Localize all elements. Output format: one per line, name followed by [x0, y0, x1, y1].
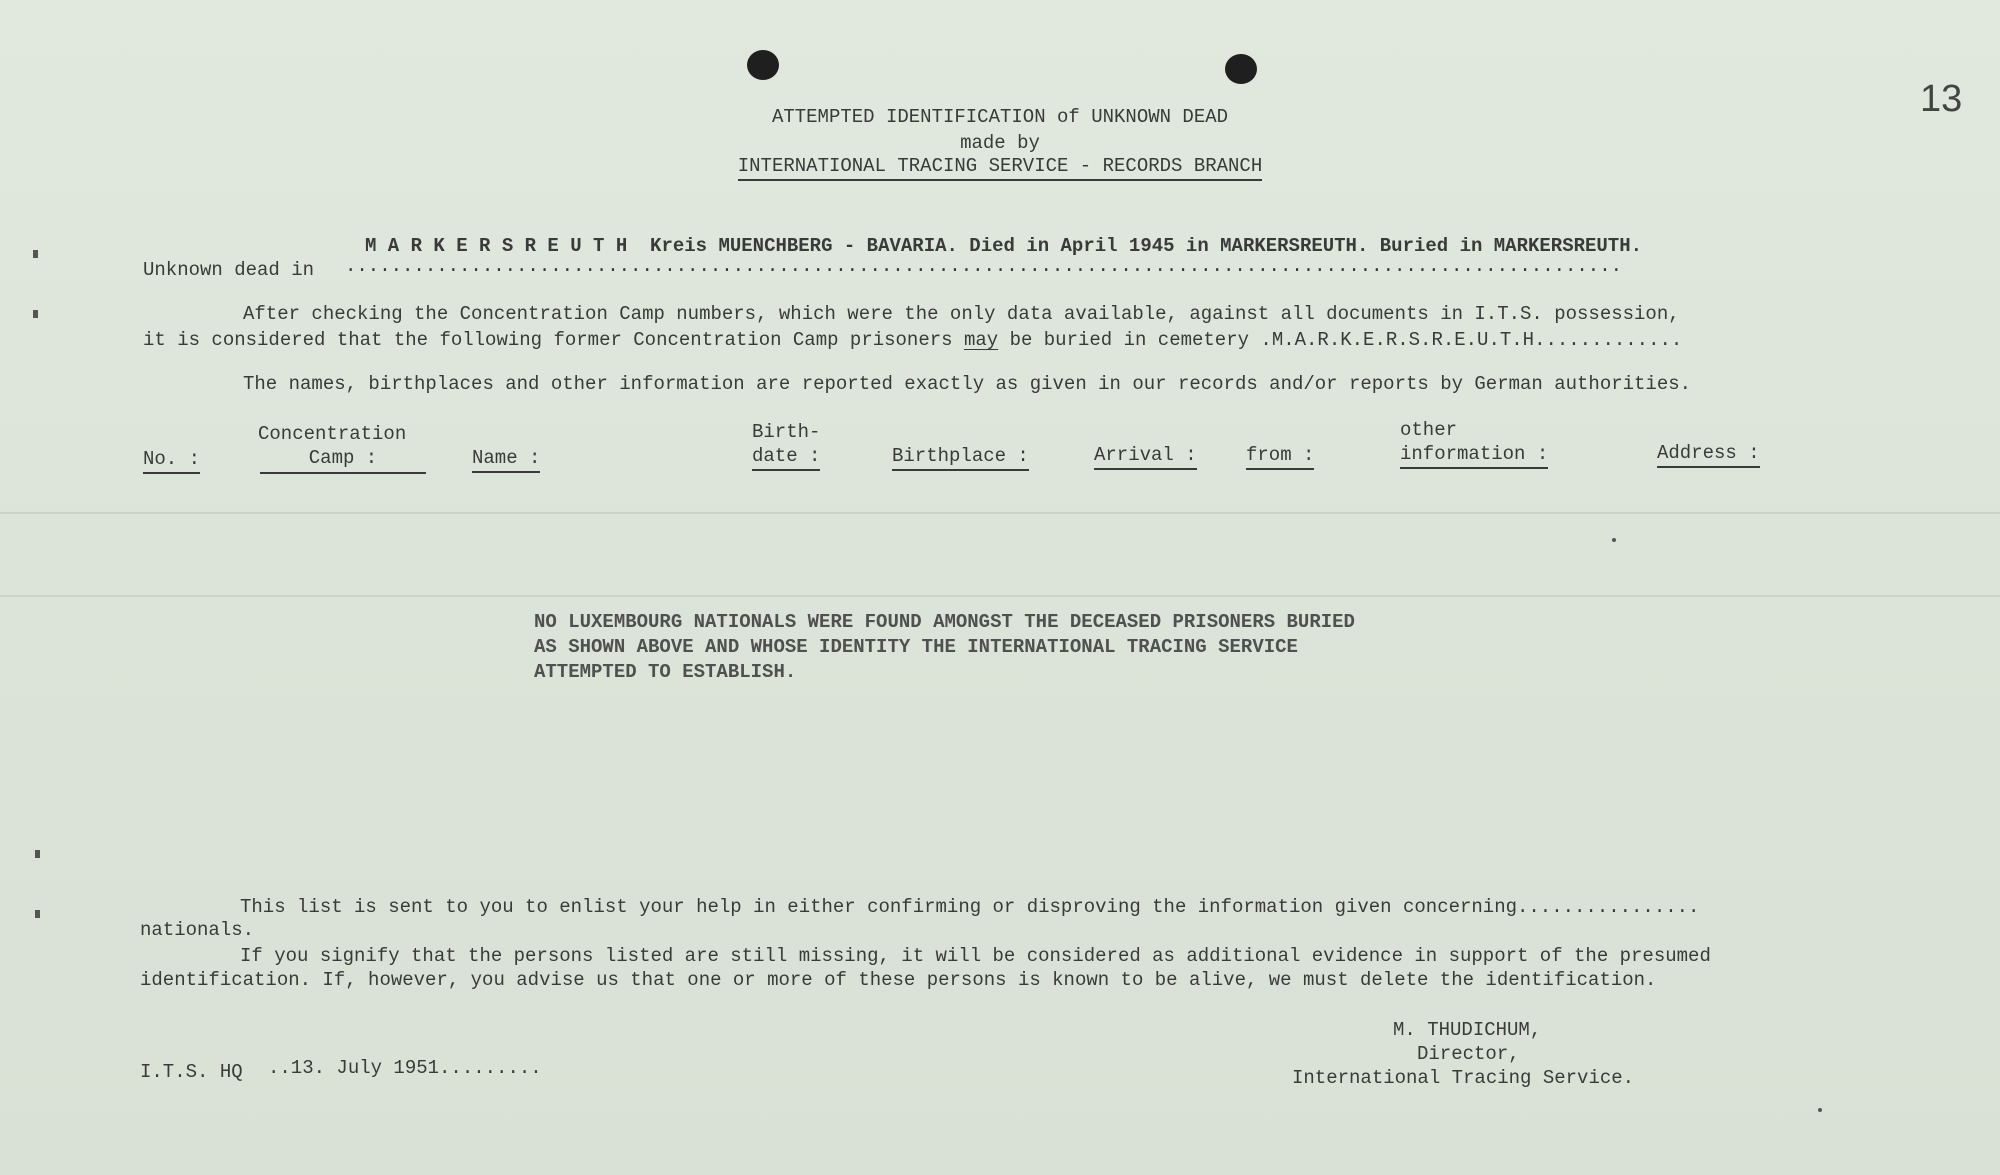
page-number: 13 [1920, 78, 1963, 120]
col-arrival [1094, 443, 1197, 467]
notice-line3: ATTEMPTED TO ESTABLISH. [534, 661, 797, 683]
paragraph1-line2-pre: it is considered that the following former Concentration Camp prisoners [143, 329, 953, 351]
col-birthplace [892, 444, 1029, 468]
col-other-label: information : [1400, 443, 1548, 469]
margin-mark [35, 910, 40, 918]
header-org: INTERNATIONAL TRACING SERVICE - RECORDS BRANCH [738, 155, 1263, 181]
col-no-label: No. : [143, 448, 200, 474]
header-title: ATTEMPTED IDENTIFICATION of UNKNOWN DEAD [771, 106, 1229, 128]
closing-line3: If you signify that the persons listed are still missing, it will be considered as additional evidence in support of the presumed [240, 945, 1711, 967]
col-no [143, 447, 200, 471]
margin-mark [33, 310, 38, 318]
col-other-top: other [1400, 419, 1458, 441]
col-address-label: Address : [1657, 442, 1760, 468]
margin-mark [35, 850, 40, 858]
col-arrival-label: Arrival : [1094, 444, 1197, 470]
col-camp [260, 446, 426, 474]
footer-hq-label: I.T.S. HQ [140, 1061, 243, 1083]
unknown-dead-label: Unknown dead in [143, 259, 315, 281]
col-name-label: Name : [472, 447, 540, 473]
signature-org: International Tracing Service. [1292, 1067, 1635, 1089]
col-address [1657, 441, 1760, 465]
col-from [1246, 443, 1314, 467]
unknown-dead-location: M A R K E R S R E U T H Kreis MUENCHBERG - BAVARIA. Died in April 1945 in MARKERSREUTH. Buried in MARKERSREUTH. [365, 235, 1643, 257]
fold-line [0, 595, 2000, 597]
col-birthdate [752, 444, 820, 468]
punch-hole [747, 50, 779, 80]
fold-line [0, 512, 2000, 514]
footer-date: ..13. July 1951......... [268, 1057, 542, 1079]
paragraph2: The names, birthplaces and other information are reported exactly as given in our records and/or reports by German authorities. [243, 373, 1692, 395]
col-birthdate-top: Birth- [752, 421, 821, 443]
closing-line4: identification. If, however, you advise us that one or more of these persons is known to be alive, we must delete the identification. [140, 969, 1657, 991]
unknown-dead-dots: ................................................................................................................ [345, 255, 1623, 277]
closing-line2: nationals. [140, 919, 255, 941]
speck [1818, 1108, 1822, 1112]
margin-mark [33, 250, 38, 258]
notice-line1: NO LUXEMBOURG NATIONALS WERE FOUND AMONGST THE DECEASED PRISONERS BURIED [534, 611, 1355, 633]
col-name [472, 446, 540, 470]
paragraph1-line2-post: be buried in cemetery .M.A.R.K.E.R.S.R.E.U.T.H............. [1009, 329, 1683, 351]
col-camp-label: Camp : [260, 446, 426, 474]
header-subtitle: made by [960, 132, 1040, 154]
closing-line1: This list is sent to you to enlist your help in either confirming or disproving the information given concerning................ [240, 896, 1700, 918]
col-from-label: from : [1246, 444, 1314, 470]
speck [1612, 538, 1616, 542]
col-birthdate-label: date : [752, 445, 820, 471]
col-other [1400, 442, 1548, 466]
notice-line2: AS SHOWN ABOVE AND WHOSE IDENTITY THE INTERNATIONAL TRACING SERVICE [534, 636, 1298, 658]
paragraph1-line2 [143, 328, 1682, 352]
punch-hole [1225, 54, 1257, 84]
col-camp-top: Concentration [258, 423, 407, 445]
header-org-wrapper [0, 155, 2000, 177]
signature-title: Director, [1417, 1043, 1520, 1065]
paragraph1-line1: After checking the Concentration Camp numbers, which were the only data available, against all documents in I.T.S. possession, [243, 303, 1680, 325]
paragraph1-may: may [963, 329, 999, 351]
col-birthplace-label: Birthplace : [892, 445, 1029, 471]
signature-name: M. THUDICHUM, [1393, 1019, 1542, 1041]
